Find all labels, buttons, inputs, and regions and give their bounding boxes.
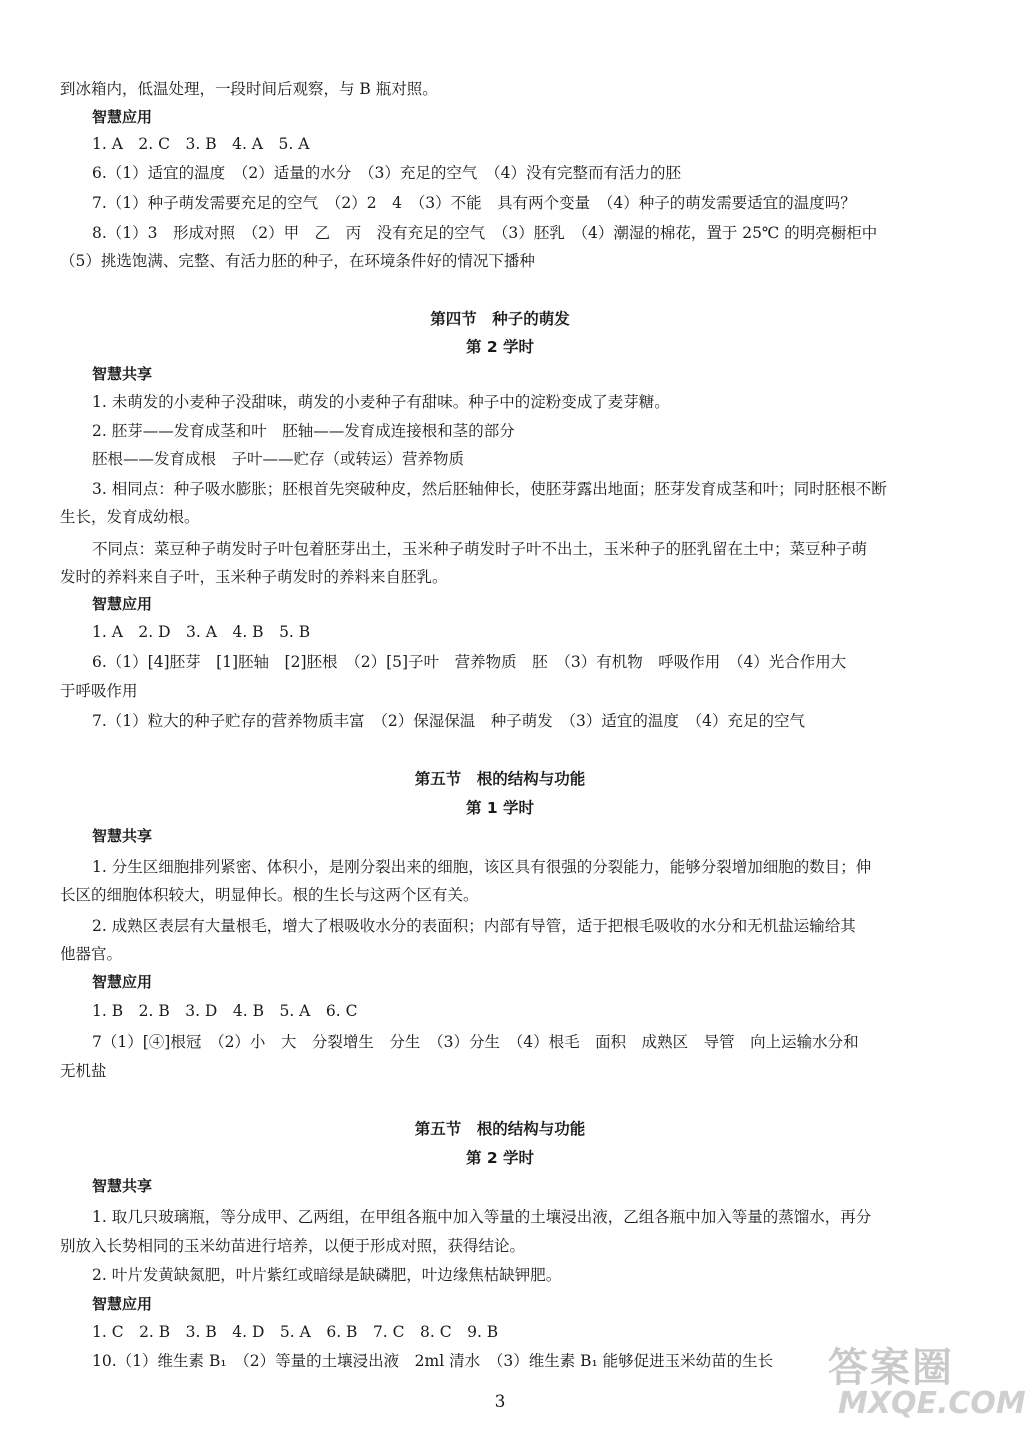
answer-line: 长区的细胞体积较大，明显伸长。根的生长与这两个区有关。 <box>60 886 479 904</box>
answer-line: 6.（1）[4]胚芽 [1]胚轴 [2]胚根 （2）[5]子叶 营养物质 胚 （3）有机物 呼吸作用 （4）光合作用大 <box>92 653 847 671</box>
answer-line: 不同点：菜豆种子萌发时子叶包着胚芽出土，玉米种子萌发时子叶不出土，玉米种子的胚乳留在土中；菜豆种子萌 <box>92 540 868 558</box>
section-subtitle: 第 2 学时 <box>465 1149 535 1167</box>
answer-line: 发时的养料来自子叶，玉米种子萌发时的养料来自胚乳。 <box>60 568 448 586</box>
section-heading: 智慧应用 <box>92 973 153 991</box>
section-heading: 智慧应用 <box>92 108 153 126</box>
section-heading: 智慧应用 <box>92 1295 153 1313</box>
answer-line: 于呼吸作用 <box>60 682 138 700</box>
answer-line: 1. A 2. C 3. B 4. A 5. A <box>92 135 310 153</box>
answer-line: 1. A 2. D 3. A 4. B 5. B <box>92 623 311 641</box>
answer-line: 生长，发育成幼根。 <box>60 508 200 526</box>
answer-line: 3. 相同点：种子吸水膨胀；胚根首先突破种皮，然后胚轴伸长，使胚芽露出地面；胚芽发育成茎和叶；同时胚根不断 <box>92 480 887 498</box>
answer-line: 他器官。 <box>60 945 123 963</box>
watermark-text: 答案圈 <box>828 1345 954 1391</box>
section-heading: 智慧应用 <box>92 595 153 613</box>
answer-line: （5）挑选饱满、完整、有活力胚的种子，在环境条件好的情况下播种 <box>60 252 535 270</box>
page-number: 3 <box>494 1392 506 1412</box>
watermark-url: MXQE.COM <box>838 1386 1026 1421</box>
answer-line: 2. 胚芽——发育成茎和叶 胚轴——发育成连接根和茎的部分 <box>92 422 515 440</box>
section-title: 第五节 根的结构与功能 <box>414 1120 586 1138</box>
section-heading: 智慧共享 <box>92 365 153 383</box>
section-title: 第四节 种子的萌发 <box>430 310 570 328</box>
answer-line: 8.（1）3 形成对照 （2）甲 乙 丙 没有充足的空气 （3）胚乳 （4）潮湿的棉花，置于 25℃ 的明亮橱柜中 <box>92 224 878 242</box>
watermark-logo <box>828 1336 1026 1436</box>
answer-line: 2. 成熟区表层有大量根毛，增大了根吸收水分的表面积；内部有导管，适于把根毛吸收的水分和无机盐运输给其 <box>92 917 856 935</box>
answer-line: 无机盐 <box>60 1062 107 1080</box>
answer-line: 1. 未萌发的小麦种子没甜味，萌发的小麦种子有甜味。种子中的淀粉变成了麦芽糖。 <box>92 393 670 411</box>
answer-line: 别放入长势相同的玉米幼苗进行培养，以便于形成对照，获得结论。 <box>60 1237 526 1255</box>
continuation-line: 到冰箱内，低温处理，一段时间后观察，与 B 瓶对照。 <box>60 80 438 98</box>
answer-line: 1. C 2. B 3. B 4. D 5. A 6. B 7. C 8. C 9. B <box>92 1323 499 1341</box>
section-title: 第五节 根的结构与功能 <box>414 770 586 788</box>
section-heading: 智慧共享 <box>92 1177 153 1195</box>
answer-line: 6.（1）适宜的温度 （2）适量的水分 （3）充足的空气 （4）没有完整而有活力的胚 <box>92 164 681 182</box>
answer-line: 7.（1）种子萌发需要充足的空气 （2）2 4 （3）不能 具有两个变量 （4）种子的萌发需要适宜的温度吗？ <box>92 194 856 212</box>
section-subtitle: 第 2 学时 <box>465 338 535 356</box>
section-heading: 智慧共享 <box>92 827 153 845</box>
answer-line: 2. 叶片发黄缺氮肥，叶片紫红或暗绿是缺磷肥，叶边缘焦枯缺钾肥。 <box>92 1266 562 1284</box>
answer-line: 1. B 2. B 3. D 4. B 5. A 6. C <box>92 1002 358 1020</box>
answer-line: 1. 取几只玻璃瓶，等分成甲、乙两组，在甲组各瓶中加入等量的土壤浸出液，乙组各瓶中加入等量的蒸馏水，再分 <box>92 1208 872 1226</box>
section-subtitle: 第 1 学时 <box>465 799 535 817</box>
answer-line: 7.（1）粒大的种子贮存的营养物质丰富 （2）保湿保温 种子萌发 （3）适宜的温度 （4）充足的空气 <box>92 712 805 730</box>
answer-line: 7（1）[④]根冠 （2）小 大 分裂增生 分生 （3）分生 （4）根毛 面积 成熟区 导管 向上运输水分和 <box>92 1033 859 1051</box>
answer-line: 胚根——发育成根 子叶——贮存（或转运）营养物质 <box>92 450 465 468</box>
answer-line: 1. 分生区细胞排列紧密、体积小，是刚分裂出来的细胞，该区具有很强的分裂能力，能够分裂增加细胞的数目；伸 <box>92 858 872 876</box>
answer-line: 10.（1）维生素 B₁ （2）等量的土壤浸出液 2ml 清水 （3）维生素 B₁ 能够促进玉米幼苗的生长 <box>92 1352 774 1370</box>
